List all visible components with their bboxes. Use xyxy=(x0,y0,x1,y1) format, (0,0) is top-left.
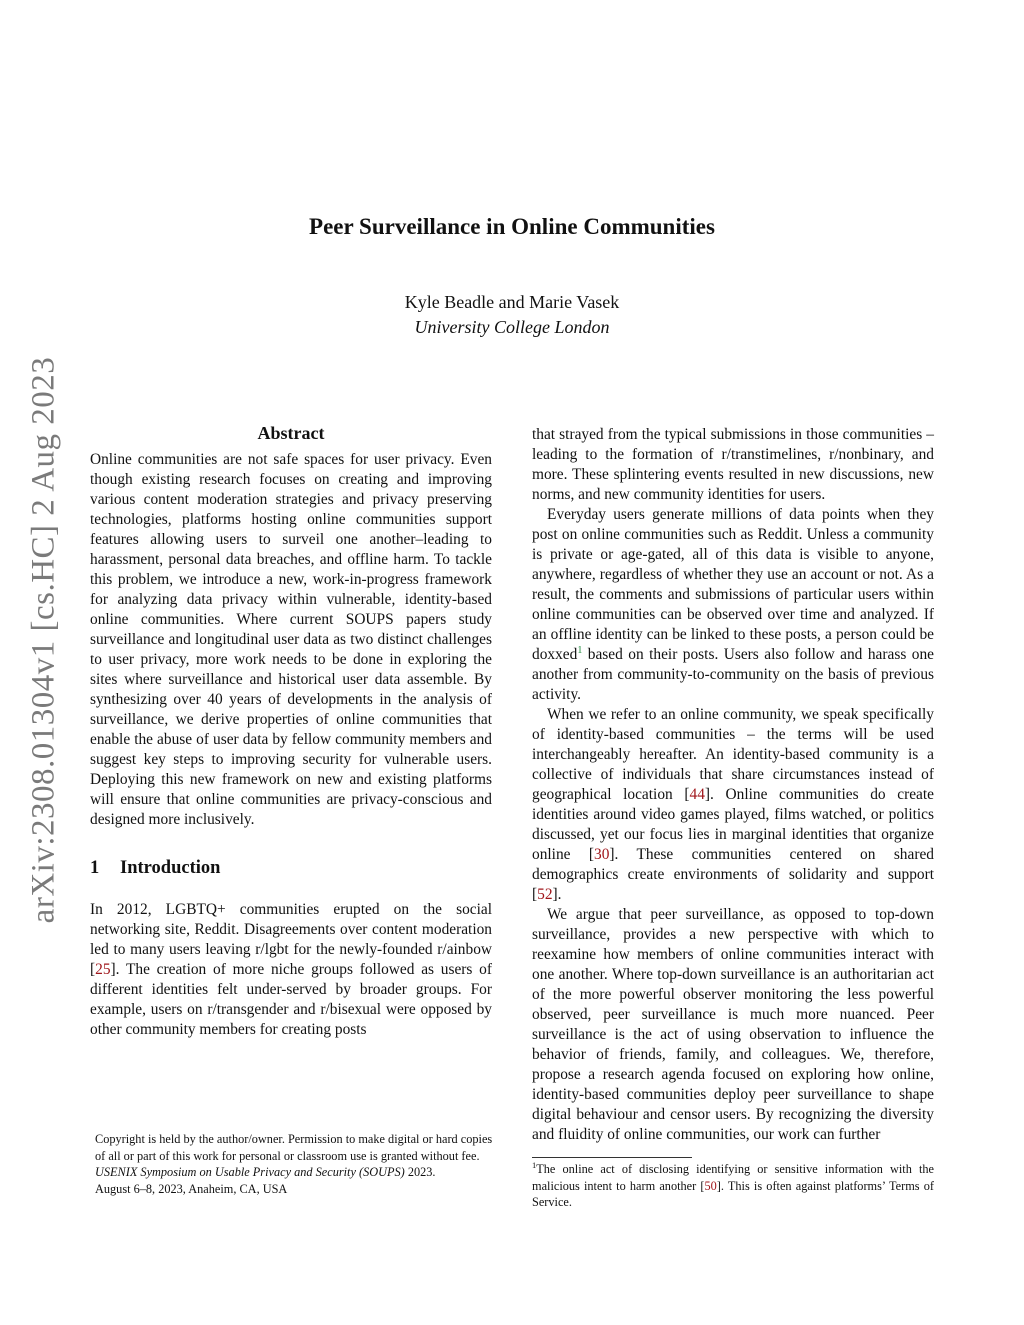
footnote xyxy=(532,1157,934,1211)
body-text: based on their posts. Users also follow and harass one another from community-to-community on the basis of previous activity. xyxy=(532,646,934,703)
paper-title: Peer Surveillance in Online Communities xyxy=(309,214,715,239)
intro-text: ]. The creation of more niche groups followed as users of different identities felt under-served by broader groups. For example, users on r/transgender and r/bisexual were opposed by other community members for creating posts xyxy=(90,961,492,1038)
venue-name: USENIX Symposium on Usable Privacy and Security (SOUPS) xyxy=(95,1165,405,1179)
body-text: ]. xyxy=(552,886,562,903)
body-paragraph: We argue that peer surveillance, as opposed to top-down surveillance, provides a new perspective with which to reexamine how members of online communities interact with one another. Where top-down surveillance is an authoritarian act of the more powerful observer monitoring the less powerful observed, peer surveillance is much more nuanced. Peer surveillance is the act of using observation to influence the behavior of friends, family, and colleagues. We, therefore, propose a research agenda focused on exploring how online, identity-based communities deploy peer surveillance to shape digital behaviour and censor users. By recognizing the diversity and fluidity of online communities, our work can further xyxy=(532,906,934,1143)
body-text: ]. These communities centered on shared demographics create environments of solidarity and support [ xyxy=(532,846,934,903)
right-column xyxy=(532,425,934,1145)
abstract-heading: Abstract xyxy=(257,423,325,443)
arxiv-identifier: arXiv:2308.01304v1 [cs.HC] 2 Aug 2023 xyxy=(25,356,62,924)
footnote-text: The online act of disclosing identifying or sensitive information with the malicious intent to harm another [ xyxy=(532,1162,934,1193)
author-names: Kyle Beadle and Marie Vasek xyxy=(404,292,620,312)
body-paragraph: that strayed from the typical submissions in those communities – leading to the formation of r/transtimelines, r/nonbinary, and more. These splintering events resulted in new discussions, new norms, and new community identities for users. xyxy=(532,426,934,503)
abstract-text: Online communities are not safe spaces for user privacy. Even though existing research focuses on creating and improving various content moderation strategies and privacy preserving technologies, platforms hosting online communities support features allowing users to surveil one another–leading to harassment, personal data breaches, and offline harm. To tackle this problem, we introduce a new, work-in-progress framework for analyzing data privacy within vulnerable, identity-based online communities. Where current SOUPS papers study surveillance and longitudinal user data as two distinct challenges to user privacy, more work needs to be done in exploring the sites where surveillance and historical user data assemble. By synthesizing over 40 years of developments in the analysis of surveillance, we derive properties of online communities that enable the abuse of user data by fellow community members and suggest key steps to improving security for vulnerable users. Deploying this new framework on new and existing platforms will ensure that online communities are privacy-conscious and designed more inclusively. xyxy=(90,451,492,828)
citation-link[interactable]: 30 xyxy=(594,846,610,863)
author-block xyxy=(0,290,1024,340)
body-text: ]. Online communities do create identities around video games played, films watched, or politics discussed, yet our focus lies in marginal identities that organize online [ xyxy=(532,786,934,863)
body-text: When we refer to an online community, we speak specifically of identity-based communities – the terms will be used interchangeably hereafter. An identity-based community is a collective of individuals that share circumstances instead of geographical location [ xyxy=(532,706,934,803)
author-affiliation: University College London xyxy=(414,317,610,337)
section-number: 1 xyxy=(90,858,100,878)
body-text: Everyday users generate millions of data points when they post on online communities such as Reddit. Unless a community is private or age-gated, all of this data is visible to anyone, anywhere, regardless of whether they use an account or not. As a result, the comments and submissions of particular users within online communities can be observed over time and analyzed. If an offline identity can be linked to these posts, a person could be doxxed xyxy=(532,506,934,663)
section-title: Introduction xyxy=(120,858,221,878)
copyright-text: Copyright is held by the author/owner. Permission to make digital or hard copies of all or part of this work for personal or classroom use is granted without fee. xyxy=(95,1132,493,1163)
copyright-notice xyxy=(95,1131,497,1197)
body-paragraph xyxy=(532,705,934,905)
footnote-number: 1 xyxy=(532,1159,537,1170)
intro-paragraph-1 xyxy=(90,900,492,1040)
footnote-rule xyxy=(532,1157,692,1158)
footnote-text: ]. This is often against platforms’ Terms of Service. xyxy=(532,1178,934,1209)
footnote-marker[interactable]: 1 xyxy=(577,644,583,656)
venue-line xyxy=(95,1164,497,1181)
citation-link[interactable]: 52 xyxy=(537,886,553,903)
citation-link[interactable]: 25 xyxy=(95,961,111,978)
left-column xyxy=(90,422,492,1040)
venue-dates: August 6–8, 2023, Anaheim, CA, USA xyxy=(95,1181,288,1196)
citation-link[interactable]: 44 xyxy=(689,786,705,803)
body-paragraph xyxy=(532,505,934,705)
citation-link[interactable]: 50 xyxy=(704,1178,717,1193)
intro-text: In 2012, LGBTQ+ communities erupted on the social networking site, Reddit. Disagreements over content moderation led to many users leaving r/lgbt for the newly-founded r/ainbow [ xyxy=(90,901,492,978)
venue-year: 2023. xyxy=(404,1165,436,1179)
section-heading-introduction xyxy=(90,856,492,880)
